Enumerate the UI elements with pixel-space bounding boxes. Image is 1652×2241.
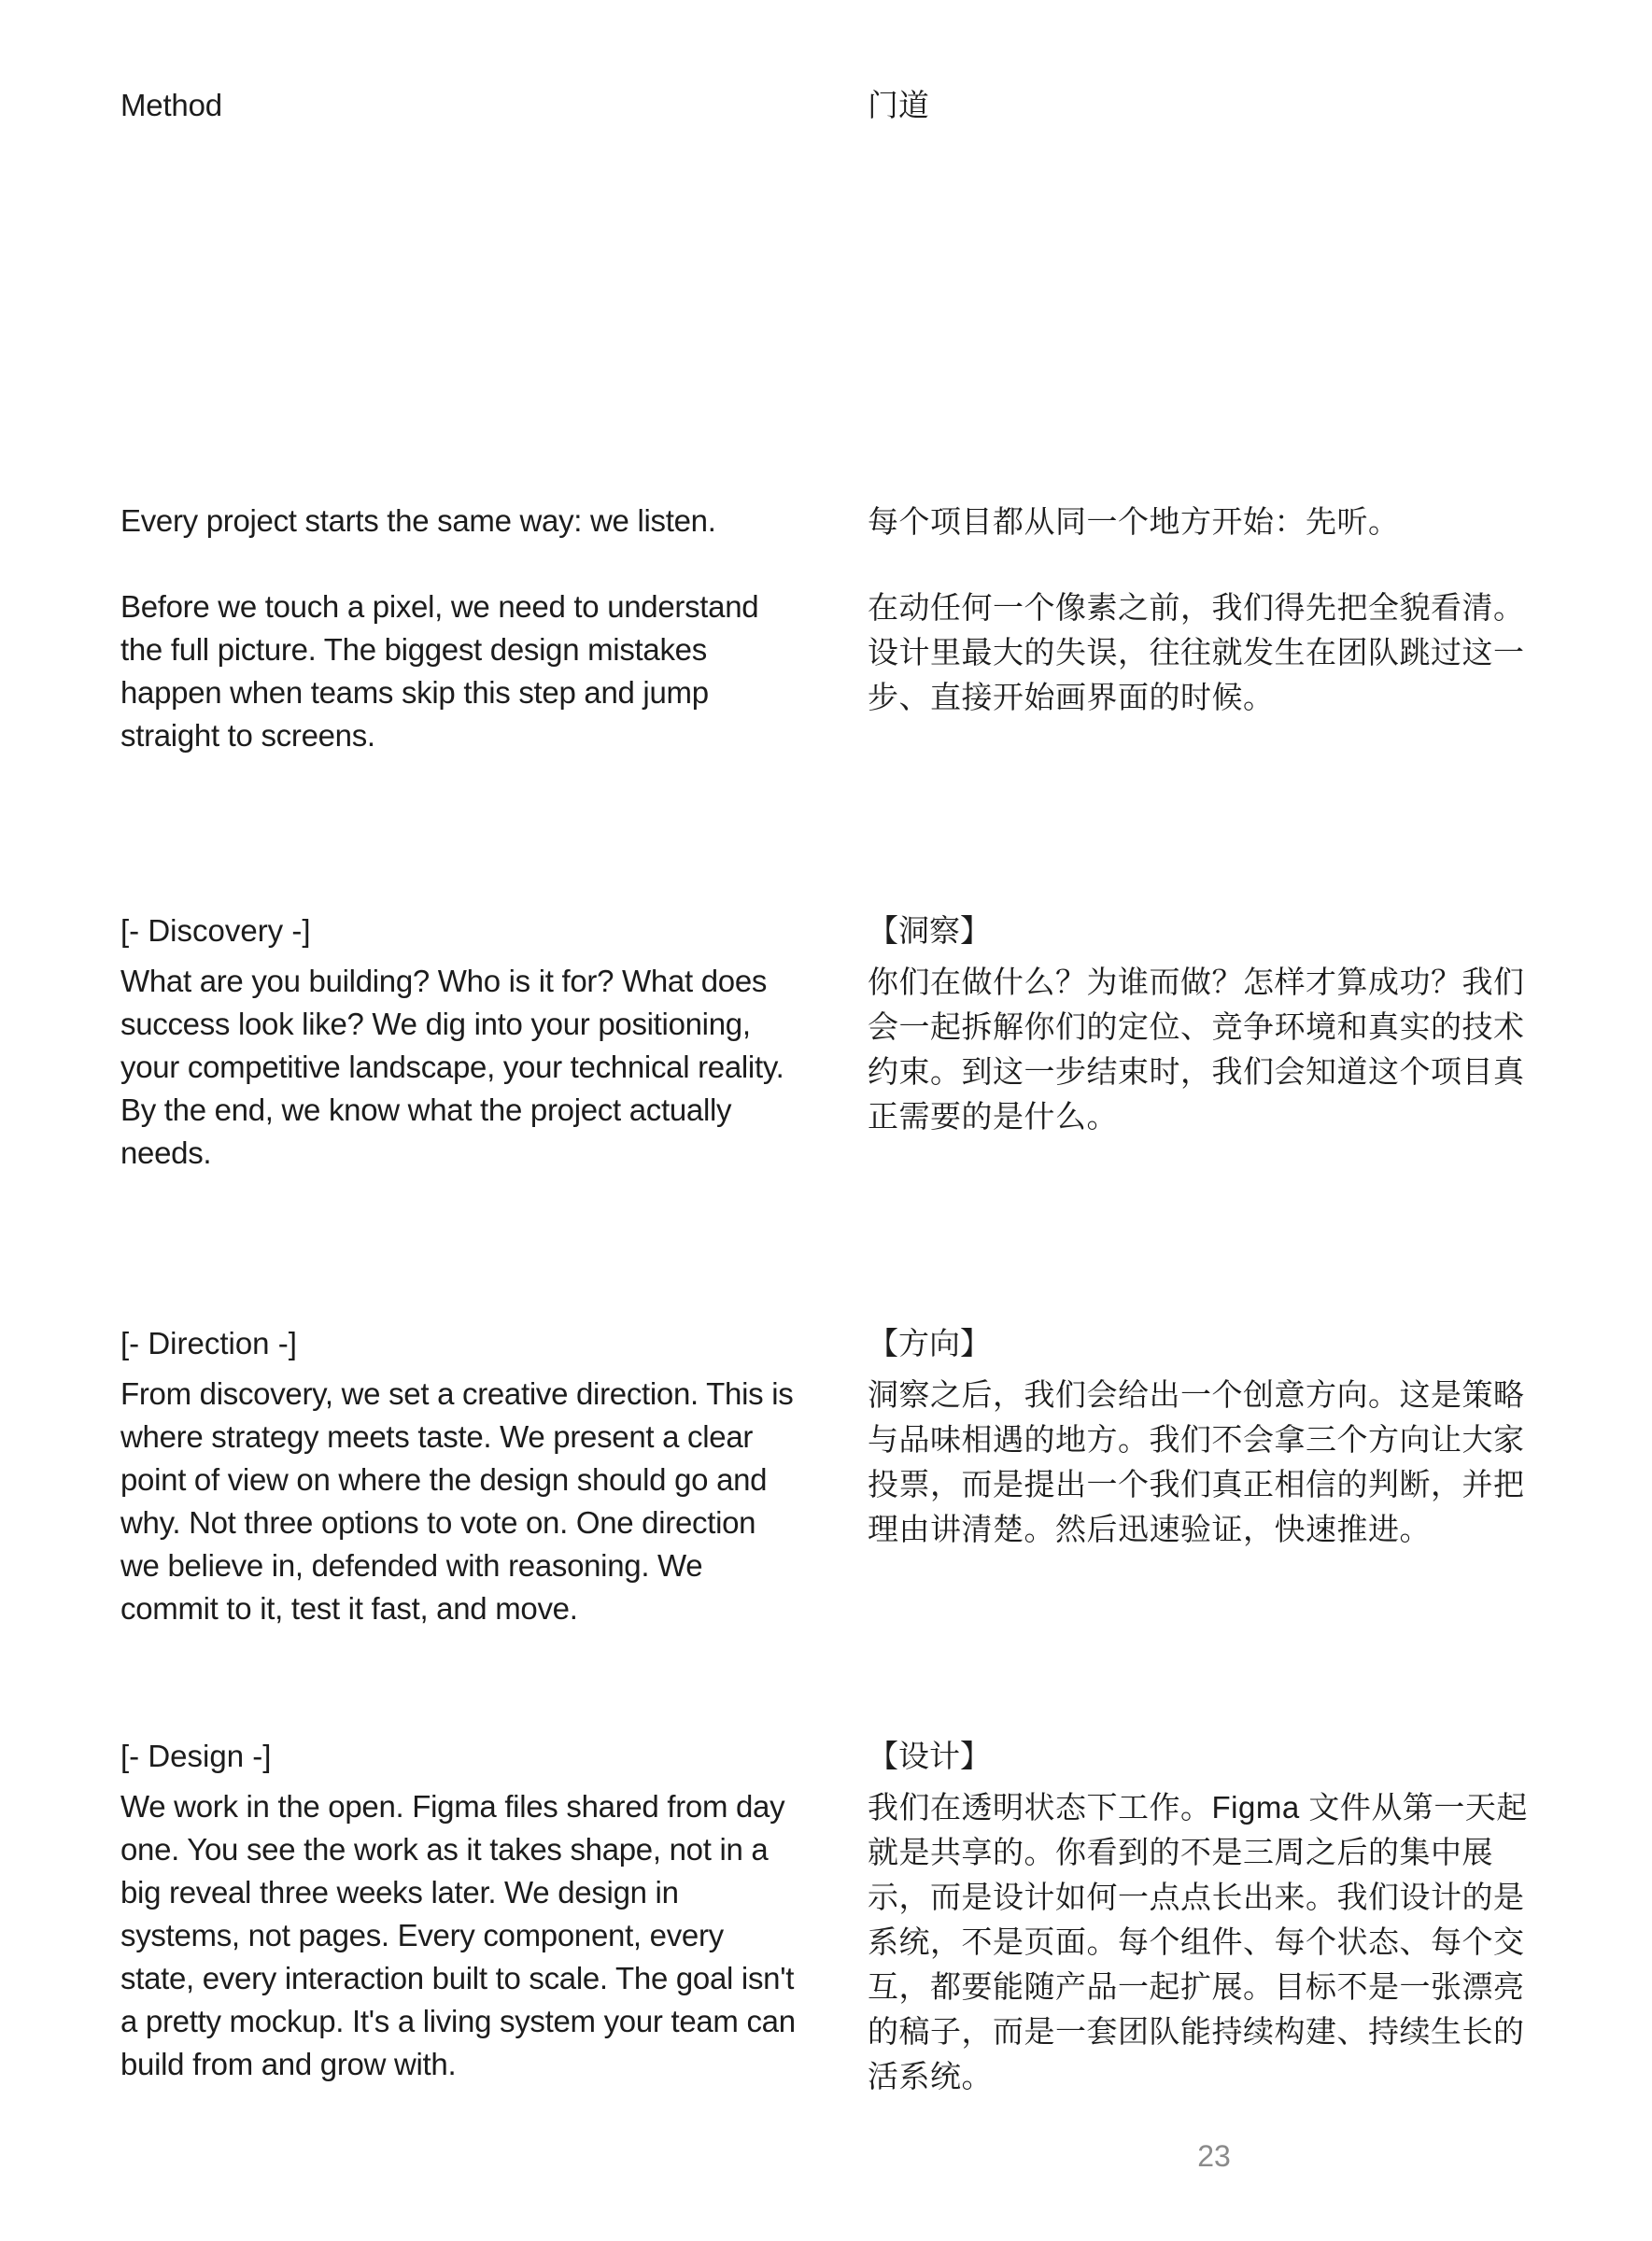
intro-en-block (120, 500, 802, 757)
section-label-zh: 【方向】 (868, 1326, 991, 1360)
section-direction-en (120, 1322, 802, 1630)
section-body-en: From discovery, we set a creative direction. This is where strategy meets taste. We present a clear point of view on where the design should go and why. Not three options to vote on. One direction we believe in, defended with reasoning. We commit to it, test it fast, and move. (120, 1376, 794, 1626)
intro-body-zh: 在动任何一个像素之前，我们得先把全貌看清。设计里最大的失误，往往就发生在团队跳过这一步、直接开始画界面的时候。 (868, 590, 1525, 714)
section-body-zh: 你们在做什么？为谁而做？怎样才算成功？我们会一起拆解你们的定位、竞争环境和真实的技术约束。到这一步结束时，我们会知道这个项目真正需要的是什么。 (868, 965, 1525, 1134)
section-discovery-zh (868, 909, 1540, 1139)
section-label-zh: 【设计】 (868, 1739, 991, 1773)
section-direction-zh (868, 1322, 1540, 1552)
section-label-zh: 【洞察】 (868, 913, 991, 948)
section-label-en: [- Direction -] (120, 1326, 297, 1360)
page-heading-en: Method (120, 88, 222, 122)
section-label-en: [- Design -] (120, 1739, 272, 1773)
page-heading-zh: 门道 (868, 88, 929, 122)
section-body-en: We work in the open. Figma files shared from day one. You see the work as it takes shape, not in a big reveal three weeks later. We design in systems, not pages. Every component, every state, every interaction built to scale. The goal isn't a pretty mockup. It's a living system your team can build from and grow with. (120, 1789, 796, 2081)
section-body-en: What are you building? Who is it for? What does success look like? We dig into your positioning, your competitive landscape, your technical reality. By the end, we know what the project actually needs. (120, 964, 784, 1170)
page-number: 23 (1197, 2139, 1231, 2173)
header-en-block (120, 84, 802, 127)
section-design-en (120, 1735, 802, 2086)
intro-lead-en: Every project starts the same way: we listen. (120, 503, 716, 538)
section-body-zh: 我们在透明状态下工作。Figma 文件从第一天起就是共享的。你看到的不是三周之后的集中展示，而是设计如何一点点长出来。我们设计的是系统，不是页面。每个组件、每个状态、每个交互，都要能随产品一起扩展。目标不是一张漂亮的稿子，而是一套团队能持续构建、持续生长的活系统。 (868, 1790, 1528, 2093)
intro-zh-block (868, 500, 1540, 720)
header-zh-block (868, 84, 1540, 127)
section-design-zh (868, 1735, 1540, 2099)
section-discovery-en (120, 909, 802, 1175)
intro-lead-zh: 每个项目都从同一个地方开始：先听。 (868, 504, 1400, 539)
intro-body-en: Before we touch a pixel, we need to understand the full picture. The biggest design mistakes happen when teams skip this step and jump straight to screens. (120, 589, 759, 753)
section-label-en: [- Discovery -] (120, 913, 311, 948)
section-body-zh: 洞察之后，我们会给出一个创意方向。这是策略与品味相遇的地方。我们不会拿三个方向让大家投票，而是提出一个我们真正相信的判断，并把理由讲清楚。然后迅速验证，快速推进。 (868, 1377, 1525, 1546)
